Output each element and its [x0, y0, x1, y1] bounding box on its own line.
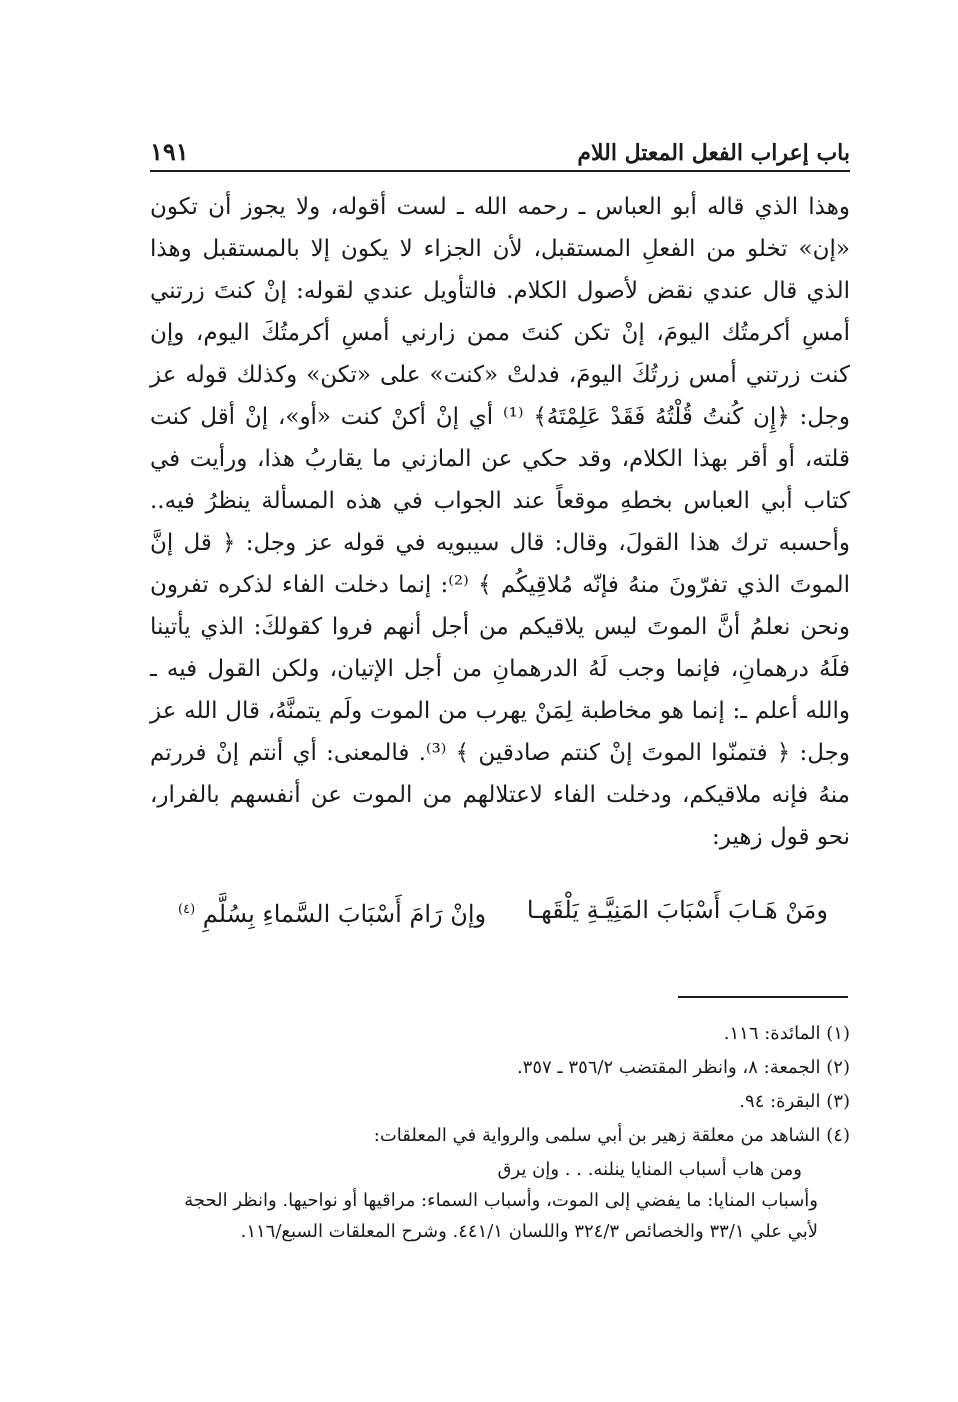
footnote-divider: [678, 996, 848, 998]
footnote-1: (١) المائدة: ١١٦.: [723, 1023, 850, 1044]
footnote-4-notes: وأسباب المنايا: ما يفضي إلى الموت، وأسباب السماء: مراقيها أو نواحيها. وانظر الحجة لأبي علي ٣٣/١ والخصائص ٣٢٤/٣ واللسان ٤٤١/١. وشرح المعلقات السبع/١١٦.: [184, 1190, 818, 1242]
page-header: [150, 132, 850, 172]
verse-first-hemistich: ومَنْ هَـابَ أَسْبَابَ المَنِيَّـةِ يَلْقَهـا: [526, 896, 828, 924]
poetry-verse: [178, 890, 828, 934]
footnote-3: (٣) البقرة: ٩٤.: [739, 1091, 850, 1112]
running-head: باب إعراب الفعل المعتل اللام: [577, 140, 850, 166]
footnotes: [150, 1018, 850, 1247]
footnote-2: (٢) الجمعة: ٨، وانظر المقتضب ٣٥٦/٢ ـ ٣٥٧.: [516, 1057, 850, 1078]
verse-note-marker: (٤): [178, 902, 196, 917]
verse-second-hemistich: وإنْ رَامَ أَسْبَابَ السَّماءِ بِسُلَّمِ: [202, 900, 487, 928]
body-paragraph: وهذا الذي قاله أبو العباس ـ رحمه الله ـ لست أقوله، ولا يجوز أن تكون «إن» تخلو من الفعلِ المستقبل، لأن الجزاء لا يكون إلا بالمستقبل وهذا الذي قال عندي نقض لأصول الكلام. فالتأويل عندي لقوله: إنْ كنتَ زرتني أمسِ أكرمتُك اليومَ، إنْ تكن كنتَ ممن زارني أمسِ أكرمتُكَ اليوم، وإن كنت زرتني أمس زرتُكَ اليومَ، فدلتْ «كنت» على «تكن» وكذلك قوله عز وجل: ﴿إِن كُنتُ قُلْتُهُ فَقَدْ عَلِمْتَهُ﴾ ⁽¹⁾ أي إنْ أكنْ كنت «أو»، إنْ أقل كنت قلته، أو أقر بهذا الكلام، وقد حكي عن المازني ما يقاربُ هذا، ورأيت في كتاب أبي العباس بخطهِ موقعاً عند الجواب في هذه المسألة ينظرُ فيه.. وأحسبه ترك هذا القولَ، وقال: قال سيبويه في قوله عز وجل: ﴿ قل إنَّ الموتَ الذي تفرّونَ منهُ فإنّه مُلاقِيكُم ﴾ ⁽²⁾: إنما دخلت الفاء لذكره تفرون ونحن نعلمُ أنَّ الموتَ ليس يلاقيكم من أجل أنهم فروا كقولكَ: الذي يأتينا فلَهُ درهمانِ، فإنما وجب لَهُ الدرهمانِ من أجل الإتيان، ولكن القول فيه ـ والله أعلم ـ: إنما هو مخاطبة لِمَنْ يهرب من الموت ولَم يتمنَّهُ، قال الله عز وجل: ﴿ فتمنّوا الموتَ إنْ كنتم صادقين ﴾ ⁽³⁾. فالمعنى: أي أنتم إنْ فررتم منهُ فإنه ملاقيكم، ودخلت الفاء لاعتلالهم من الموت عن أنفسهم بالفرار، نحو قول زهير:: [150, 194, 850, 850]
page-number: ١٩١: [150, 137, 189, 166]
verse-second-hemistich-group: [178, 890, 486, 934]
footnote-4-verse: ومن هاب أسباب المنايا ينلنه. . . وإن يرق: [497, 1159, 802, 1180]
main-text: [150, 186, 850, 858]
footnote-4: (٤) الشاهد من معلقة زهير بن أبي سلمى والرواية في المعلقات:: [373, 1125, 850, 1146]
